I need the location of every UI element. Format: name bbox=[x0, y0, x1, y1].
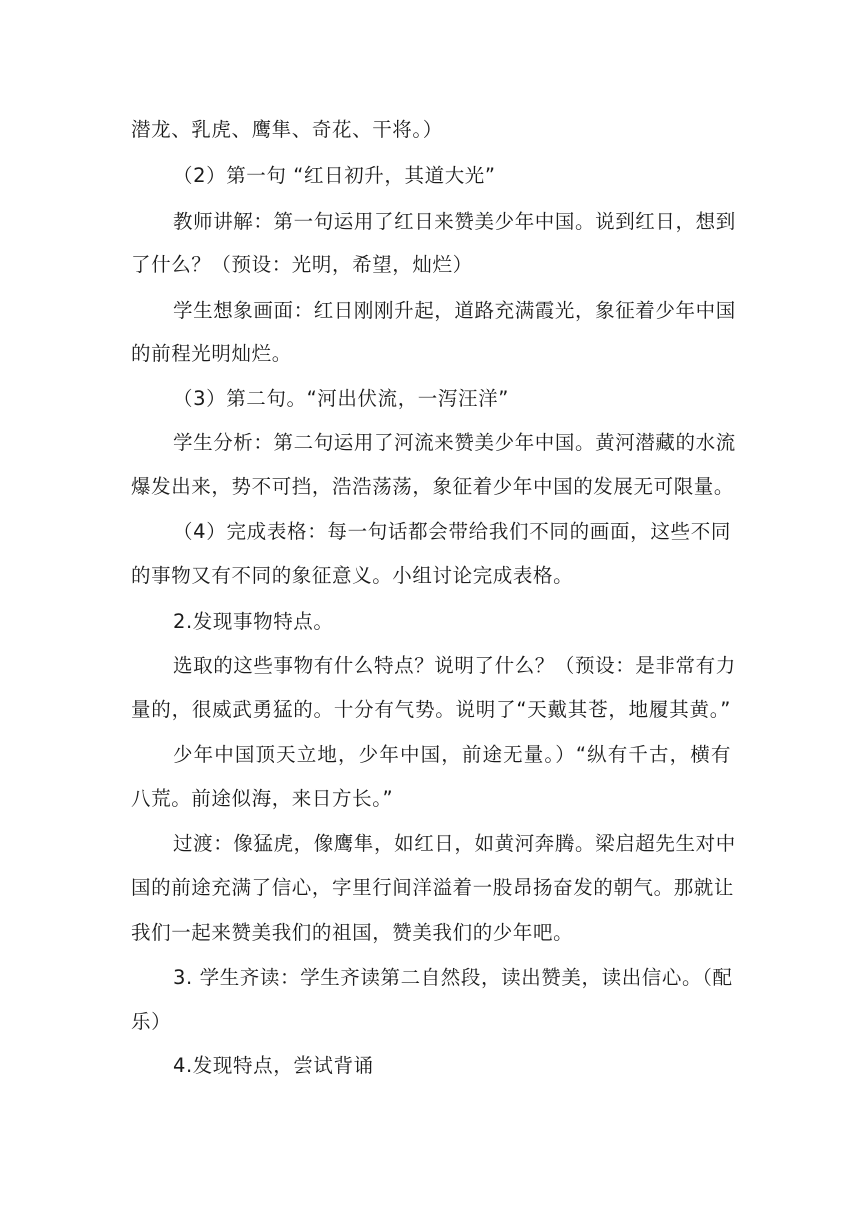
heading-line: （3）第二句。“河出伏流，一泻汪洋” bbox=[173, 387, 509, 410]
text-line: 少年中国顶天立地，少年中国，前途无量。）“纵有千古，横有 bbox=[173, 743, 731, 766]
text-line: 爆发出来，势不可挡，浩浩荡荡，象征着少年中国的发展无可限量。 bbox=[131, 475, 735, 498]
text-line: 了什么？（预设：光明，希望，灿烂） bbox=[131, 253, 473, 276]
text-line: 国的前途充满了信心，字里行间洋溢着一股昂扬奋发的朝气。那就让 bbox=[131, 876, 735, 899]
text-line: 潜龙、乳虎、鹰隼、奇花、干将。） bbox=[131, 118, 443, 141]
text-line: 学生分析：第二句运用了河流来赞美少年中国。黄河潜藏的水流 bbox=[173, 431, 736, 454]
text-line: 的前程光明灿烂。 bbox=[131, 342, 292, 365]
text-line: 选取的这些事物有什么特点？说明了什么？（预设：是非常有力 bbox=[173, 654, 736, 677]
text-line: 教师讲解：第一句运用了红日来赞美少年中国。说到红日，想到 bbox=[173, 210, 736, 233]
text-line: 过渡：像猛虎，像鹰隼，如红日，如黄河奔腾。梁启超先生对中 bbox=[173, 832, 736, 855]
heading-line: （2）第一句 “红日初升，其道大光” bbox=[173, 164, 496, 187]
text-line: 八荒。前途似海，来日方长。” bbox=[131, 787, 394, 810]
text-line: 学生想象画面：红日刚刚升起，道路充满霞光，象征着少年中国 bbox=[173, 299, 736, 322]
text-line: （4）完成表格：每一句话都会带给我们不同的画面，这些不同 bbox=[173, 520, 731, 543]
text-line: 乐） bbox=[131, 1010, 172, 1033]
section-heading: 2.发现事物特点。 bbox=[173, 610, 334, 633]
section-heading: 4.发现特点，尝试背诵 bbox=[173, 1054, 374, 1077]
text-line: 量的，很威武勇猛的。十分有气势。说明了“天戴其苍，地履其黄。” bbox=[131, 698, 731, 721]
text-line: 的事物又有不同的象征意义。小组讨论完成表格。 bbox=[131, 564, 574, 587]
text-line: 3. 学生齐读：学生齐读第二自然段，读出赞美，读出信心。（配 bbox=[173, 966, 733, 989]
text-line: 我们一起来赞美我们的祖国，赞美我们的少年吧。 bbox=[131, 921, 574, 944]
